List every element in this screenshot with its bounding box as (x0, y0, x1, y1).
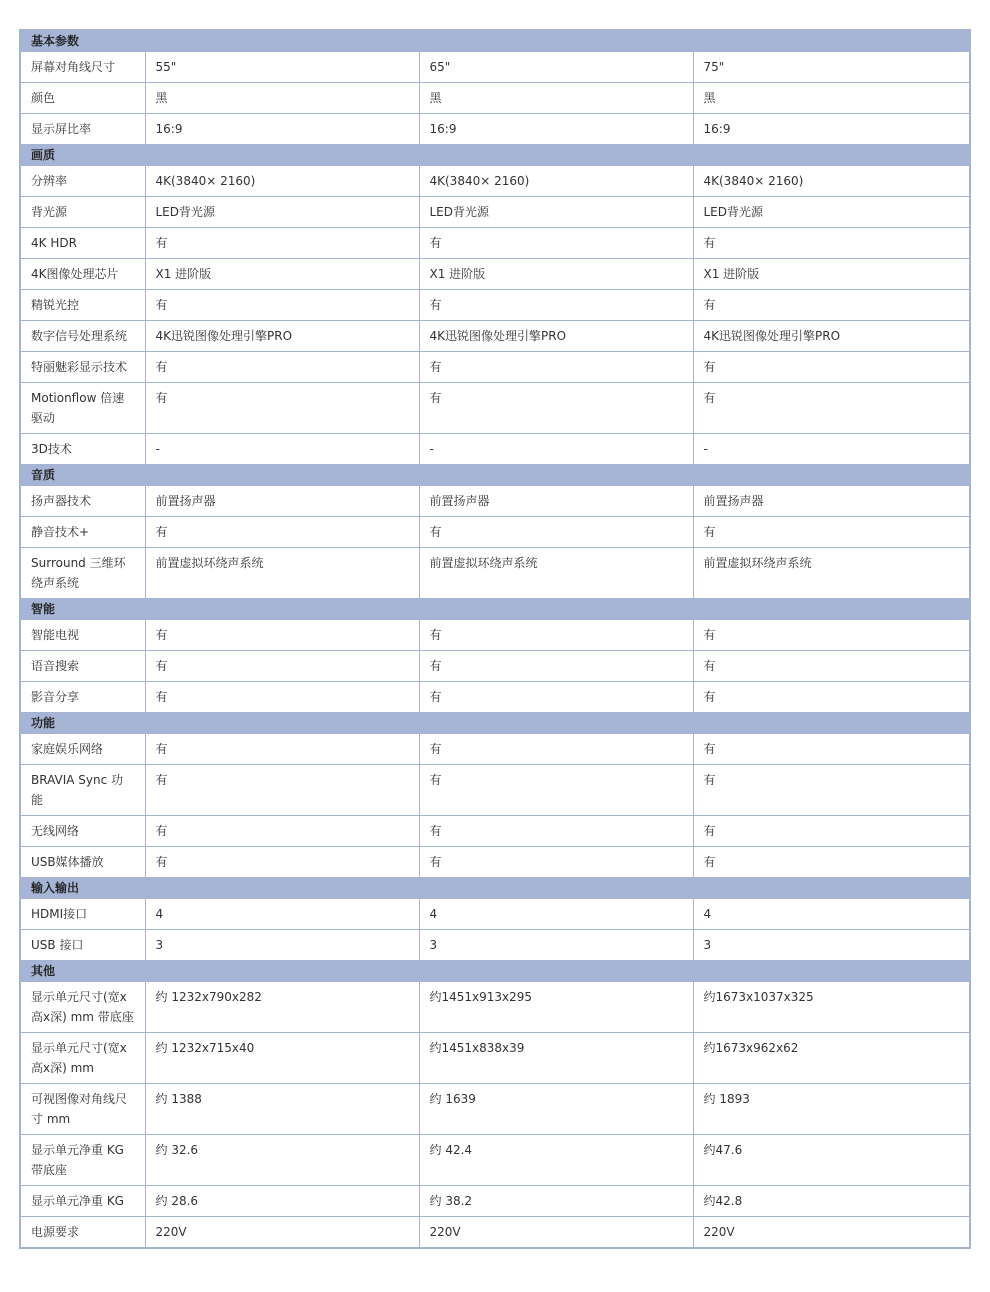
spec-label: BRAVIA Sync 功能 (20, 765, 145, 816)
spec-value: 65" (419, 52, 693, 83)
spec-value: 有 (145, 765, 419, 816)
section-title: 输入输出 (20, 878, 970, 899)
spec-value: 有 (693, 517, 970, 548)
section-title: 基本参数 (20, 30, 970, 52)
spec-label: 颜色 (20, 83, 145, 114)
spec-label: 电源要求 (20, 1217, 145, 1249)
table-row (20, 434, 970, 465)
spec-value: 有 (419, 620, 693, 651)
spec-value: 3 (419, 930, 693, 961)
table-row (20, 352, 970, 383)
spec-value: 约 1388 (145, 1084, 419, 1135)
table-row (20, 682, 970, 713)
spec-value: 有 (145, 734, 419, 765)
spec-label: 精锐光控 (20, 290, 145, 321)
spec-value: 前置虚拟环绕声系统 (145, 548, 419, 599)
spec-value: 约1451x913x295 (419, 982, 693, 1033)
spec-value: 有 (693, 816, 970, 847)
spec-value: 黑 (693, 83, 970, 114)
spec-value: 有 (419, 847, 693, 878)
spec-value: X1 进阶版 (145, 259, 419, 290)
section-title: 智能 (20, 599, 970, 620)
spec-value: 有 (693, 290, 970, 321)
spec-value: 4 (145, 899, 419, 930)
spec-value: LED背光源 (419, 197, 693, 228)
table-row (20, 197, 970, 228)
spec-value: 有 (693, 682, 970, 713)
table-row (20, 620, 970, 651)
spec-label: 显示单元尺寸(宽x高x深) mm 带底座 (20, 982, 145, 1033)
table-row (20, 321, 970, 352)
table-row (20, 259, 970, 290)
section-title: 其他 (20, 961, 970, 982)
table-row (20, 1033, 970, 1084)
table-row (20, 734, 970, 765)
spec-value: 有 (693, 847, 970, 878)
spec-value: 约 28.6 (145, 1186, 419, 1217)
table-row (20, 114, 970, 145)
spec-value: 约1673x962x62 (693, 1033, 970, 1084)
spec-label: USB 接口 (20, 930, 145, 961)
section-header (20, 878, 970, 899)
spec-value: 有 (145, 517, 419, 548)
spec-value: 有 (419, 352, 693, 383)
spec-value: 有 (145, 352, 419, 383)
spec-value: 约1451x838x39 (419, 1033, 693, 1084)
spec-value: 16:9 (419, 114, 693, 145)
spec-label: 影音分享 (20, 682, 145, 713)
spec-label: 无线网络 (20, 816, 145, 847)
spec-value: 4K(3840× 2160) (693, 166, 970, 197)
spec-value: 有 (145, 847, 419, 878)
spec-value: 前置扬声器 (693, 486, 970, 517)
spec-value: 有 (145, 383, 419, 434)
table-row (20, 1217, 970, 1249)
spec-value: X1 进阶版 (693, 259, 970, 290)
spec-value: 4 (419, 899, 693, 930)
spec-value: 有 (693, 651, 970, 682)
table-row (20, 1186, 970, 1217)
spec-table (19, 29, 971, 1249)
table-row (20, 83, 970, 114)
spec-value: 约 1232x790x282 (145, 982, 419, 1033)
spec-value: 有 (145, 228, 419, 259)
spec-label: 语音搜索 (20, 651, 145, 682)
spec-value: 有 (419, 682, 693, 713)
spec-value: 前置虚拟环绕声系统 (419, 548, 693, 599)
spec-value: 4K(3840× 2160) (145, 166, 419, 197)
spec-value: 有 (419, 383, 693, 434)
section-title: 音质 (20, 465, 970, 486)
spec-value: 有 (693, 765, 970, 816)
spec-value: 有 (145, 620, 419, 651)
table-row (20, 982, 970, 1033)
spec-value: 4 (693, 899, 970, 930)
section-header (20, 961, 970, 982)
spec-table-body (20, 30, 970, 1248)
spec-value: 前置扬声器 (419, 486, 693, 517)
section-header (20, 145, 970, 166)
spec-value: 前置扬声器 (145, 486, 419, 517)
spec-value: 有 (693, 352, 970, 383)
section-header (20, 30, 970, 52)
spec-value: 4K迅锐图像处理引擎PRO (145, 321, 419, 352)
spec-label: 特丽魅彩显示技术 (20, 352, 145, 383)
spec-value: 有 (145, 816, 419, 847)
spec-label: 静音技术+ (20, 517, 145, 548)
spec-label: 屏幕对角线尺寸 (20, 52, 145, 83)
spec-label: 智能电视 (20, 620, 145, 651)
spec-value: LED背光源 (145, 197, 419, 228)
spec-value: 有 (419, 517, 693, 548)
spec-value: - (693, 434, 970, 465)
spec-value: 3 (145, 930, 419, 961)
spec-value: 有 (693, 620, 970, 651)
spec-value: 有 (419, 228, 693, 259)
spec-label: HDMI接口 (20, 899, 145, 930)
spec-value: 16:9 (145, 114, 419, 145)
spec-label: 显示单元净重 KG (20, 1186, 145, 1217)
section-header (20, 599, 970, 620)
table-row (20, 383, 970, 434)
spec-label: 4K图像处理芯片 (20, 259, 145, 290)
spec-value: 有 (693, 228, 970, 259)
section-title: 功能 (20, 713, 970, 734)
spec-value: LED背光源 (693, 197, 970, 228)
spec-label: 家庭娱乐网络 (20, 734, 145, 765)
spec-value: 有 (419, 290, 693, 321)
table-row (20, 816, 970, 847)
spec-value: 前置虚拟环绕声系统 (693, 548, 970, 599)
spec-value: 有 (419, 734, 693, 765)
spec-label: Surround 三维环绕声系统 (20, 548, 145, 599)
spec-value: 约47.6 (693, 1135, 970, 1186)
table-row (20, 930, 970, 961)
spec-value: 约 32.6 (145, 1135, 419, 1186)
table-row (20, 651, 970, 682)
spec-value: 有 (145, 290, 419, 321)
spec-value: 约 38.2 (419, 1186, 693, 1217)
spec-label: 可视图像对角线尺寸 mm (20, 1084, 145, 1135)
spec-label: 3D技术 (20, 434, 145, 465)
spec-value: 约 1232x715x40 (145, 1033, 419, 1084)
spec-label: USB媒体播放 (20, 847, 145, 878)
spec-value: 约 42.4 (419, 1135, 693, 1186)
spec-label: 4K HDR (20, 228, 145, 259)
spec-value: 有 (419, 816, 693, 847)
spec-value: 220V (693, 1217, 970, 1249)
table-row (20, 899, 970, 930)
spec-value: 75" (693, 52, 970, 83)
spec-value: 有 (419, 651, 693, 682)
table-row (20, 1084, 970, 1135)
spec-value: - (419, 434, 693, 465)
spec-label: Motionflow 倍速驱动 (20, 383, 145, 434)
spec-value: 4K迅锐图像处理引擎PRO (693, 321, 970, 352)
spec-value: - (145, 434, 419, 465)
spec-label: 扬声器技术 (20, 486, 145, 517)
section-header (20, 465, 970, 486)
table-row (20, 548, 970, 599)
table-row (20, 847, 970, 878)
spec-label: 数字信号处理系统 (20, 321, 145, 352)
table-row (20, 52, 970, 83)
spec-label: 分辨率 (20, 166, 145, 197)
spec-value: 黑 (145, 83, 419, 114)
spec-value: 约 1639 (419, 1084, 693, 1135)
spec-value: 有 (145, 682, 419, 713)
spec-value: 16:9 (693, 114, 970, 145)
table-row (20, 290, 970, 321)
spec-label: 显示单元尺寸(宽x高x深) mm (20, 1033, 145, 1084)
spec-value: 4K(3840× 2160) (419, 166, 693, 197)
table-row (20, 228, 970, 259)
spec-value: 3 (693, 930, 970, 961)
spec-value: 4K迅锐图像处理引擎PRO (419, 321, 693, 352)
spec-label: 背光源 (20, 197, 145, 228)
spec-value: 约 1893 (693, 1084, 970, 1135)
spec-value: 黑 (419, 83, 693, 114)
table-row (20, 765, 970, 816)
spec-value: 有 (419, 765, 693, 816)
spec-value: X1 进阶版 (419, 259, 693, 290)
spec-label: 显示单元净重 KG 带底座 (20, 1135, 145, 1186)
spec-value: 220V (419, 1217, 693, 1249)
table-row (20, 517, 970, 548)
table-row (20, 166, 970, 197)
table-row (20, 1135, 970, 1186)
table-row (20, 486, 970, 517)
section-header (20, 713, 970, 734)
spec-value: 220V (145, 1217, 419, 1249)
spec-value: 有 (693, 383, 970, 434)
spec-value: 55" (145, 52, 419, 83)
spec-value: 约42.8 (693, 1186, 970, 1217)
spec-value: 约1673x1037x325 (693, 982, 970, 1033)
section-title: 画质 (20, 145, 970, 166)
spec-value: 有 (693, 734, 970, 765)
spec-label: 显示屏比率 (20, 114, 145, 145)
spec-value: 有 (145, 651, 419, 682)
